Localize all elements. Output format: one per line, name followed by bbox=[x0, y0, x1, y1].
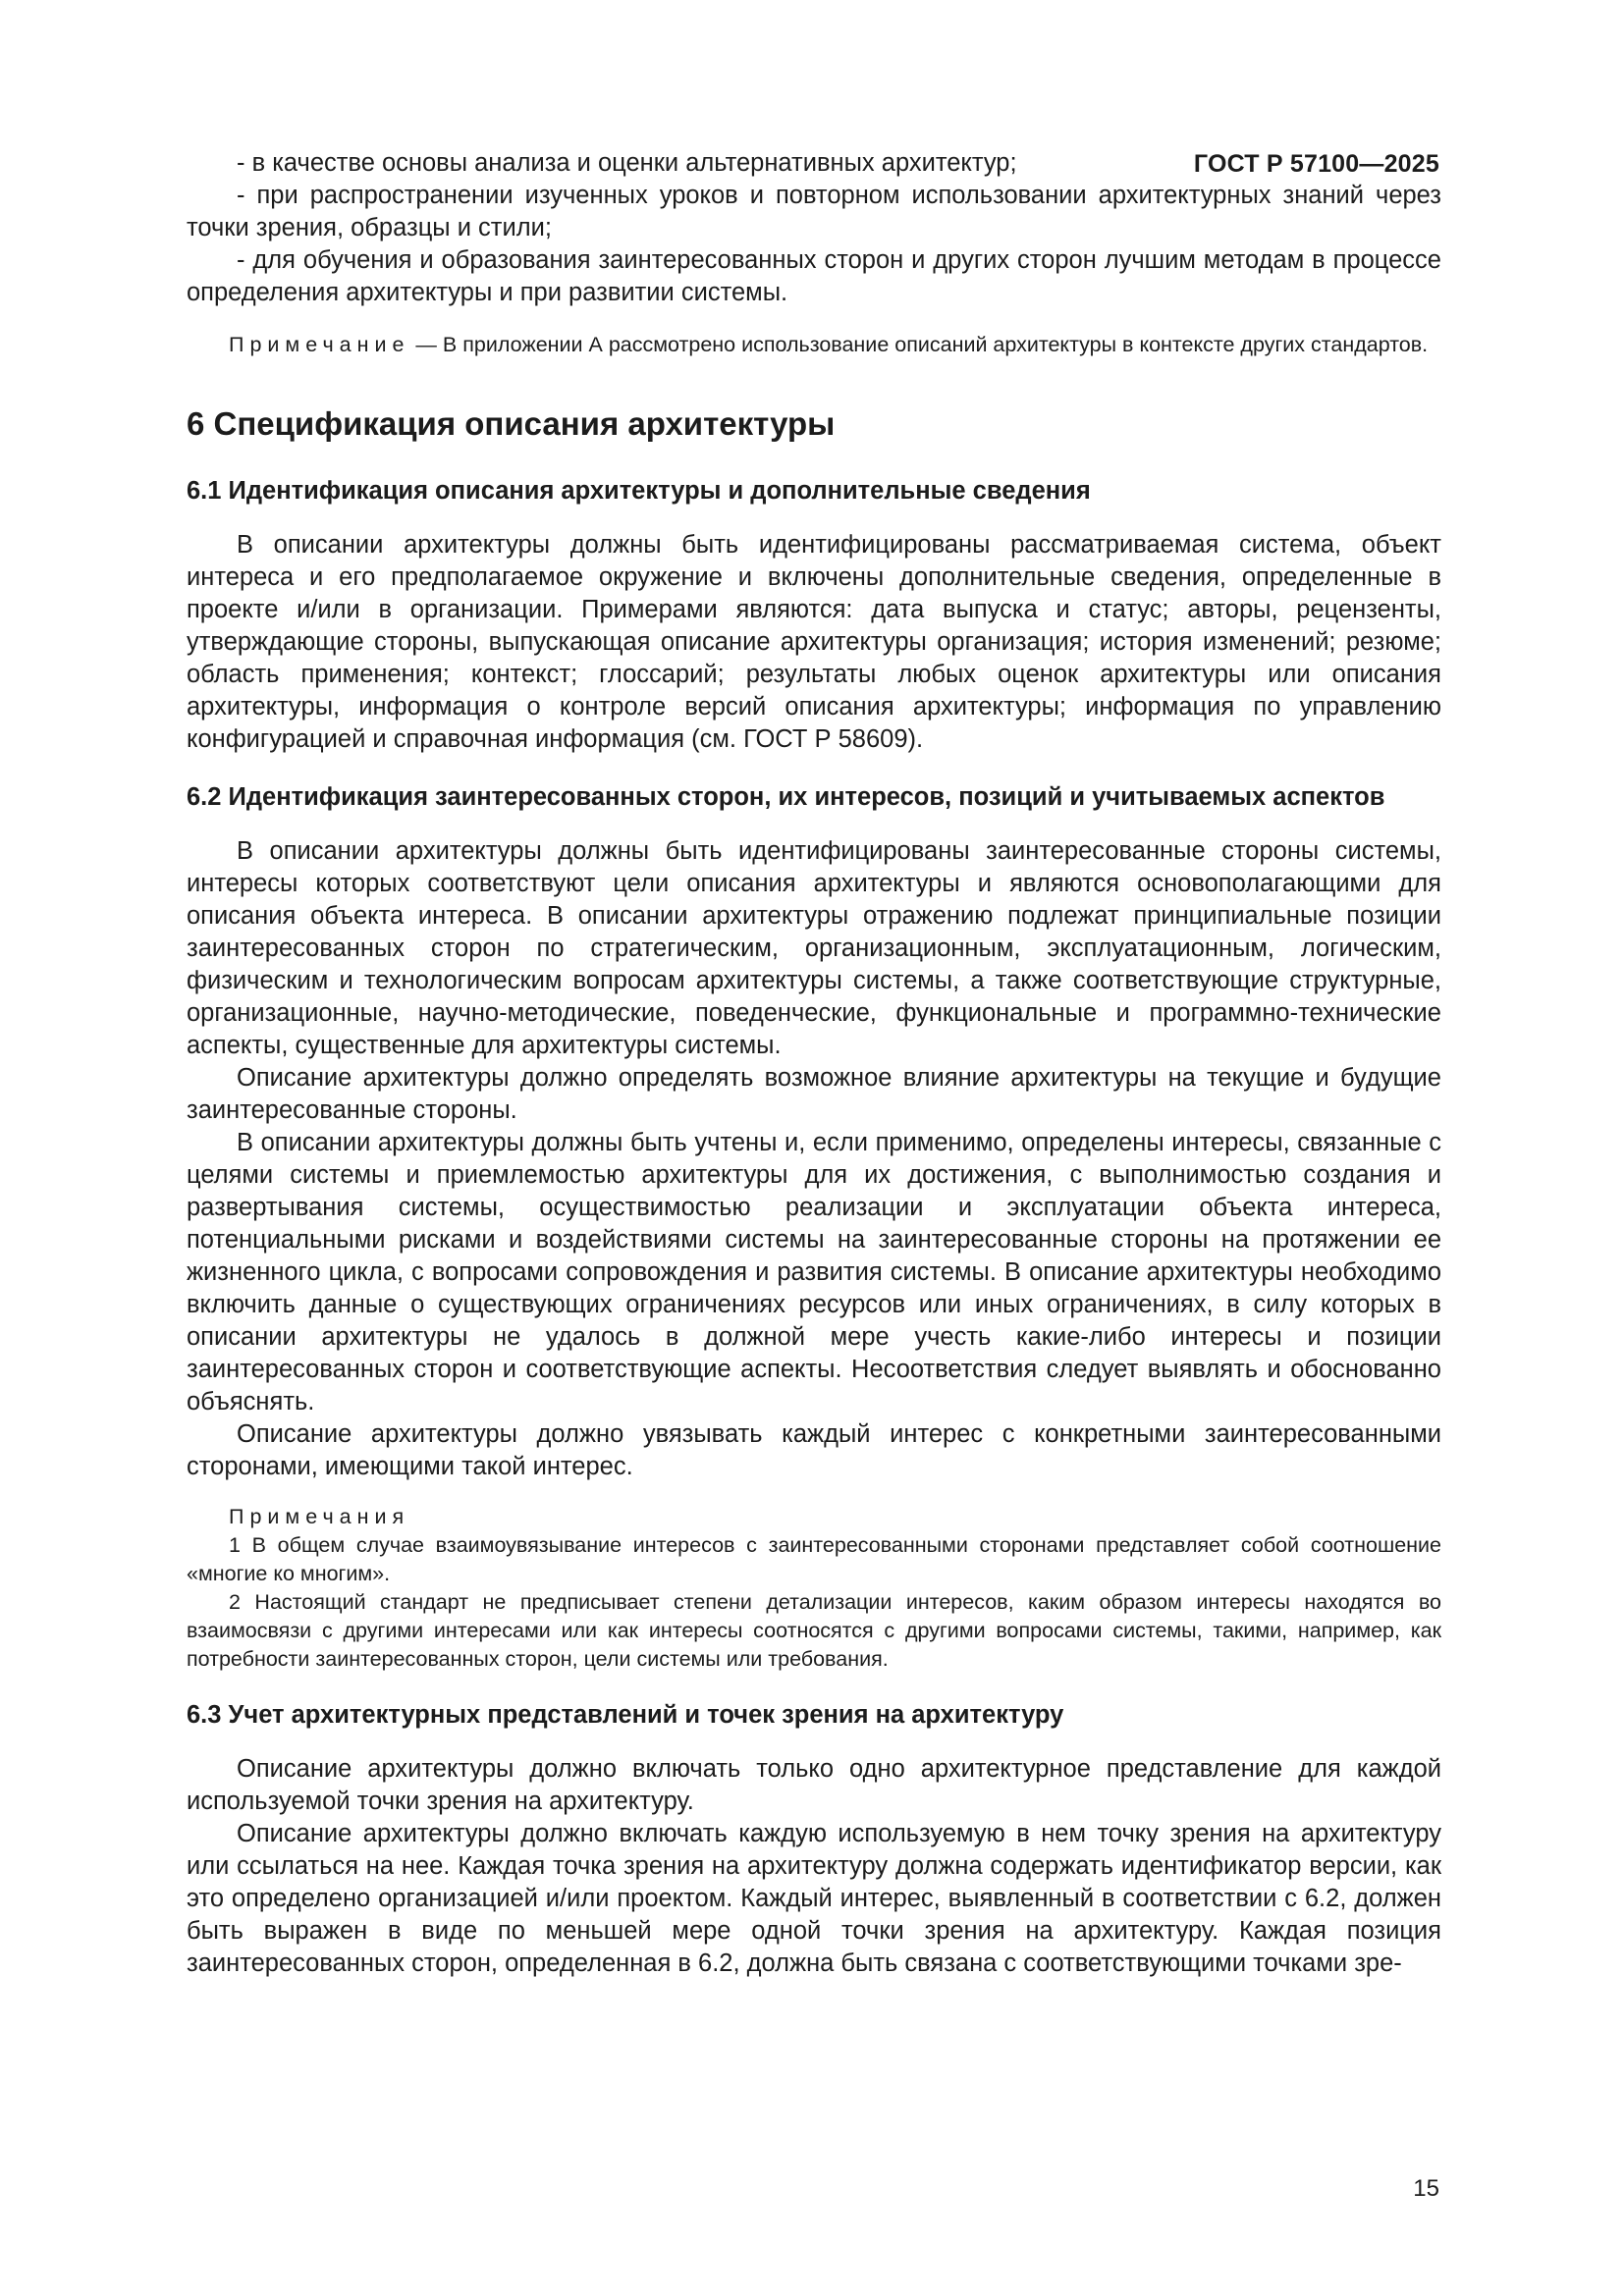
paragraph: В описании архитектуры должны быть идентифицированы рассматриваемая система, объект интереса и его предполагаемое окружение и включены дополнительные сведения, определенные в проекте и/или в организации. Примерами являются: дата выпуска и статус; авторы, рецензенты, утверждающие стороны, выпускающая описание архитектуры организация; история изменений; резюме; область применения; контекст; глоссарий; результаты любых оценок архитектуры или описания архитектуры, информация о контроле версий описания архитектуры; информация по управлению конфигурацией и справочная информация (см. ГОСТ Р 58609). bbox=[187, 531, 1441, 753]
note-label: Примечание bbox=[229, 333, 410, 356]
bullet-item: - для обучения и образования заинтересованных сторон и других сторон лучшим методам в процессе определения архитектуры и при развитии системы. bbox=[187, 246, 1441, 306]
paragraph: Описание архитектуры должно включать каждую используемую в нем точку зрения на архитектуру или ссылаться на нее. Каждая точка зрения на архитектуру должна содержать идентификатор версии, как это определено организацией и/или проектом. Каждый интерес, выявленный в соответствии с 6.2, должен быть выражен в виде по меньшей мере одной точки зрения на архитектуру. Каждая позиция заинтересованных сторон, определенная в 6.2, должна быть связана с соответствующими точками зре- bbox=[187, 1820, 1441, 1977]
note-text: — В приложении А рассмотрено использование описаний архитектуры в контексте других стандартов. bbox=[409, 333, 1429, 356]
subsection-title-6-3: 6.3 Учет архитектурных представлений и точек зрения на архитектуру bbox=[187, 1701, 1064, 1729]
paragraph: В описании архитектуры должны быть учтены и, если применимо, определены интересы, связанные с целями системы и приемлемостью архитектуры для их достижения, с выполнимостью создания и развертывания системы, осуществимостью реализации и эксплуатации объекта интереса, потенциальными рисками и воздействиями системы на заинтересованные стороны на протяжении ее жизненного цикла, с вопросами сопровождения и развития системы. В описание архитектуры необходимо включить данные о существующих ограничениях ресурсов или иных ограничениях, в силу которых в описании архитектуры не удалось в должной мере учесть какие-либо интересы и позиции заинтересованных сторон и соответствующие аспекты. Несоответствия следует выявлять и обоснованно объяснять. bbox=[187, 1129, 1441, 1415]
paragraph: Описание архитектуры должно определять возможное влияние архитектуры на текущие и будущие заинтересованные стороны. bbox=[187, 1064, 1441, 1124]
paragraph: В описании архитектуры должны быть идентифицированы заинтересованные стороны системы, интересы которых соответствуют цели описания архитектуры и являются основополагающими для описания объекта интереса. В описании архитектуры отражению подлежат принципиальные позиции заинтересованных сторон по стратегическим, организационным, эксплуатационным, логическим, физическим и технологическим вопросам архитектуры системы, а также соответствующие структурные, организационные, научно-методические, поведенческие, функциональные и программно-технические аспекты, существенные для архитектуры системы. bbox=[187, 837, 1441, 1059]
note-item: 2 Настоящий стандарт не предписывает степени детализации интересов, каким образом интересы находятся во взаимосвязи с другими интересами или как интересы соотносятся с другими вопросами системы, такими, например, как потребности заинтересованных сторон, цели системы или требования. bbox=[187, 1590, 1441, 1671]
notes-heading bbox=[187, 1503, 1441, 1531]
page-number: 15 bbox=[1413, 2175, 1439, 2202]
bullet-item: - при распространении изученных уроков и повторном использовании архитектурных знаний через точки зрения, образцы и стили; bbox=[187, 182, 1441, 241]
paragraph: Описание архитектуры должно увязывать каждый интерес с конкретными заинтересованными сторонами, имеющими такой интерес. bbox=[187, 1420, 1441, 1480]
subsection-title-6-1: 6.1 Идентификация описания архитектуры и дополнительные сведения bbox=[187, 477, 1091, 505]
note bbox=[187, 331, 1441, 359]
document-code: ГОСТ Р 57100—2025 bbox=[1193, 150, 1439, 178]
subsection-title-6-2: 6.2 Идентификация заинтересованных сторон, их интересов, позиций и учитываемых аспектов bbox=[187, 783, 1385, 811]
bullet-item: - в качестве основы анализа и оценки альтернативных архитектур; bbox=[237, 149, 1017, 177]
section-title: 6 Спецификация описания архитектуры bbox=[187, 405, 836, 442]
notes-label: Примечания bbox=[229, 1505, 410, 1528]
page-body bbox=[187, 147, 1441, 1980]
note-item: 1 В общем случае взаимоувязывание интересов с заинтересованными сторонами представляет собой соотношение «многие ко многим». bbox=[187, 1533, 1441, 1585]
paragraph: Описание архитектуры должно включать только одно архитектурное представление для каждой используемой точки зрения на архитектуру. bbox=[187, 1755, 1441, 1815]
